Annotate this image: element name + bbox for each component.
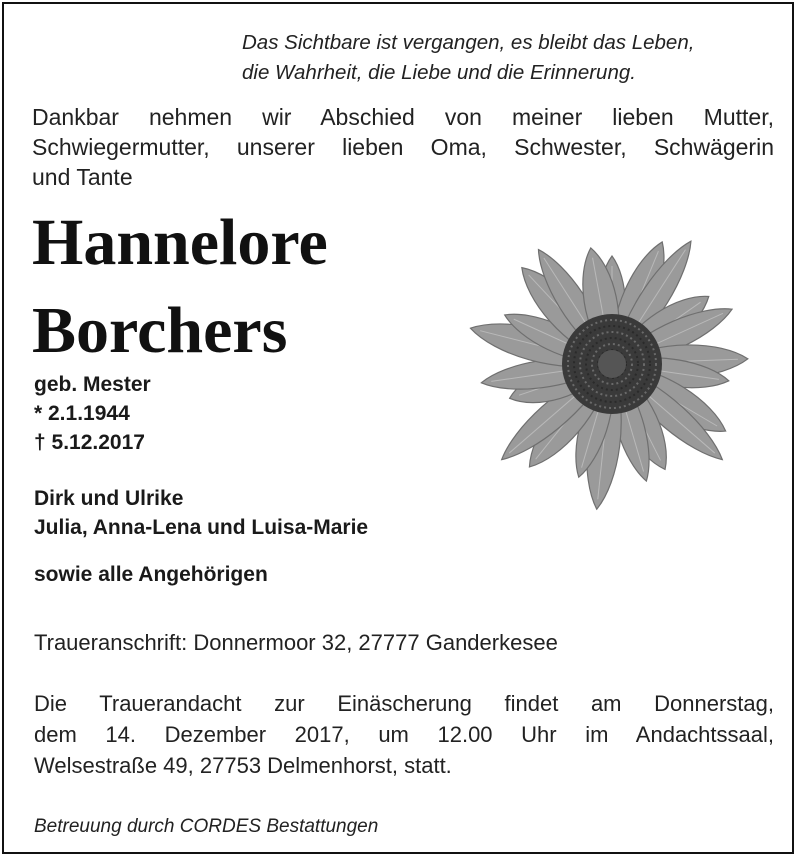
mourners-relatives xyxy=(34,560,268,589)
intro-text xyxy=(32,102,774,192)
service-info xyxy=(34,688,774,781)
memorial-quote xyxy=(242,28,762,88)
mourners-line-2: Julia, Anna-Lena und Luisa-Marie xyxy=(34,516,369,539)
service-line-2: dem 14. Dezember 2017, um 12.00 Uhr im Andachtssaal, xyxy=(34,722,774,747)
birth-name: geb. Mester xyxy=(34,373,151,396)
mourners-family xyxy=(34,484,368,542)
sunflower-image xyxy=(444,182,764,532)
funeral-home-credit: Betreuung durch CORDES Bestattungen xyxy=(34,816,379,837)
mourning-address: Traueranschrift: Donnermoor 32, 27777 Ganderkesee xyxy=(34,630,558,655)
death-date: † 5.12.2017 xyxy=(34,431,145,454)
service-line-3: Welsestraße 49, 27753 Delmenhorst, statt. xyxy=(34,753,452,778)
sunflower-center xyxy=(562,314,662,414)
life-dates xyxy=(34,370,151,457)
deceased-last-name: Borchers xyxy=(32,294,288,367)
obituary-notice xyxy=(2,2,794,854)
service-line-1: Die Trauerandacht zur Einäscherung findet am Donnerstag, xyxy=(34,691,774,716)
intro-line-2: Schwiegermutter, unserer lieben Oma, Schwester, Schwägerin xyxy=(32,134,774,160)
sunflower-inner-disc xyxy=(598,350,626,378)
intro-line-1: Dankbar nehmen wir Abschied von meiner lieben Mutter, xyxy=(32,104,774,130)
mourners-line-1: Dirk und Ulrike xyxy=(34,487,184,510)
mourners-line-3: sowie alle Angehörigen xyxy=(34,563,268,586)
deceased-first-name: Hannelore xyxy=(32,206,328,279)
birth-date: * 2.1.1944 xyxy=(34,402,130,425)
quote-line-2: die Wahrheit, die Liebe und die Erinnerung. xyxy=(242,61,636,84)
intro-line-3: und Tante xyxy=(32,164,133,190)
quote-line-1: Das Sichtbare ist vergangen, es bleibt das Leben, xyxy=(242,31,695,54)
